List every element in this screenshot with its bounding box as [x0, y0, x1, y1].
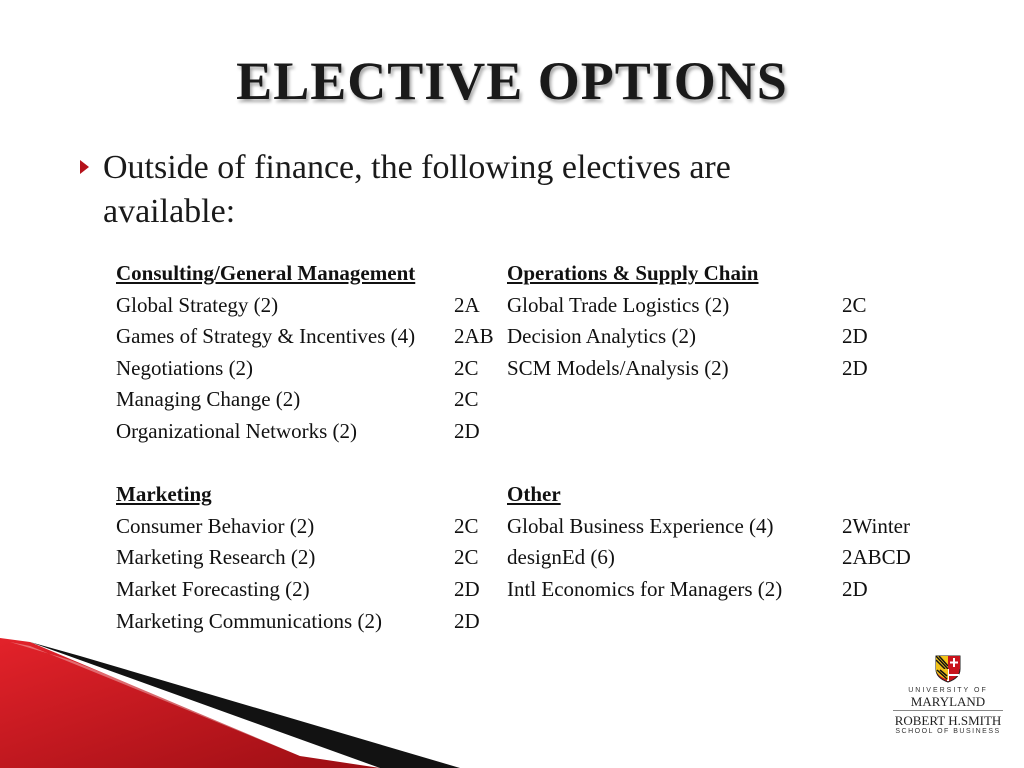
term-cell: 2C: [454, 355, 479, 380]
term-cell: 2D: [842, 576, 868, 601]
logo-line-1: UNIVERSITY OF: [908, 687, 988, 694]
term-cell: 2C: [454, 513, 479, 538]
category-header: Other: [507, 482, 561, 507]
term-cell: 2C: [454, 387, 479, 412]
red-stripe-shape: [0, 638, 380, 768]
logo-line-3: ROBERT H.SMITH: [894, 713, 1002, 728]
category-header: Operations & Supply Chain: [507, 261, 759, 285]
course-cell: Negotiations (2): [116, 355, 254, 380]
term-cell: 2D: [842, 355, 868, 380]
term-cell: 2D: [454, 608, 480, 633]
term-cell: 2D: [454, 576, 480, 601]
course-cell: Intl Economics for Managers (2): [507, 576, 783, 601]
term-cell: 2A: [454, 292, 480, 317]
course-cell: Games of Strategy & Incentives (4): [116, 324, 416, 349]
logo-line-4: SCHOOL OF BUSINESS: [895, 728, 1001, 735]
category-header: Consulting/General Management: [116, 261, 416, 285]
maryland-flag-shield-icon: [935, 655, 961, 683]
course-cell: designEd (6): [507, 545, 615, 570]
category-header: Marketing: [116, 482, 212, 507]
course-cell: Marketing Research (2): [116, 545, 316, 570]
course-cell: Market Forecasting (2): [116, 576, 310, 601]
course-cell: Managing Change (2): [116, 387, 301, 412]
course-cell: Global Trade Logistics (2): [507, 292, 730, 317]
decorative-stripe: [0, 638, 460, 768]
term-cell: 2ABCD: [842, 545, 911, 570]
slide-title: ELECTIVE OPTIONS: [236, 51, 788, 111]
course-cell: Decision Analytics (2): [507, 324, 696, 349]
triangle-bullet-icon: [80, 160, 89, 174]
course-cell: SCM Models/Analysis (2): [507, 355, 729, 380]
term-cell: 2Winter: [842, 513, 910, 538]
term-cell: 2C: [842, 292, 867, 317]
intro-bullet: [80, 146, 840, 234]
logo-line-2: MARYLAND: [893, 695, 1003, 711]
university-logo: [893, 655, 1003, 736]
course-cell: Global Strategy (2): [116, 292, 279, 317]
term-cell: 2AB: [454, 324, 494, 349]
term-cell: 2D: [454, 418, 480, 443]
intro-text: Outside of finance, the following electives are available:: [103, 149, 731, 230]
term-cell: 2C: [454, 545, 479, 570]
course-cell: Marketing Communications (2): [116, 608, 382, 633]
course-cell: Global Business Experience (4): [507, 513, 774, 538]
course-cell: Organizational Networks (2): [116, 418, 358, 443]
course-cell: Consumer Behavior (2): [116, 513, 315, 538]
term-cell: 2D: [842, 324, 868, 349]
